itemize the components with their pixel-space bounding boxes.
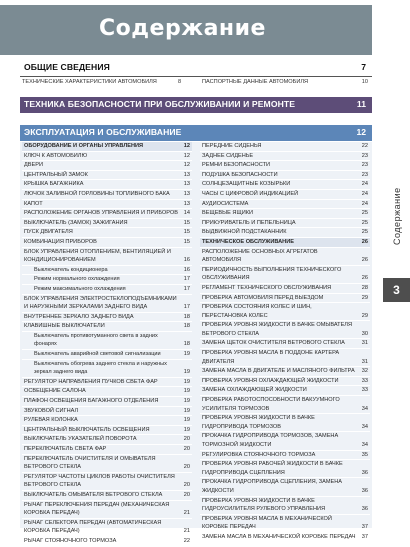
toc-entry[interactable] [200, 152, 370, 162]
toc-entry-label: Выключатель обогрева заднего стекла и наружных зеркал заднего вида [34, 360, 167, 376]
toc-entry-page: 35 [361, 451, 368, 458]
toc-entry[interactable] [200, 460, 370, 478]
toc-entry-page: 36 [361, 487, 368, 494]
toc-entry[interactable] [22, 190, 192, 200]
toc-entry-page: 23 [361, 152, 368, 159]
toc-entry-label: РЕГУЛИРОВКА СТОЯНОЧНОГО ТОРМОЗА [202, 451, 316, 458]
toc-entry-label: РАСПОЛОЖЕНИЕ ОРГАНОВ УПРАВЛЕНИЯ И ПРИБОРОВ [24, 210, 178, 217]
toc-entry[interactable] [22, 285, 192, 295]
toc-entry-label: Режим максимального охлаждения [34, 285, 126, 292]
toc-entry-page: 16 [183, 266, 190, 273]
toc-entry-label: ЛЮЧОК ЗАЛИВНОЙ ГОРЛОВИНЫ ТОПЛИВНОГО БАКА [24, 190, 170, 197]
toc-left-column [22, 142, 192, 547]
toc-entry-page: 26 [361, 275, 368, 282]
section-safety[interactable] [20, 97, 372, 113]
toc-entry-page: 22 [361, 143, 368, 149]
toc-entry-label: ОСВЕЩЕНИЕ САЛОНА [24, 388, 86, 395]
toc-entry-page: 18 [183, 313, 190, 320]
toc-entry-page: 20 [183, 464, 190, 471]
toc-entry[interactable] [200, 377, 370, 387]
toc-entry-label: ПРОВЕРКА УРОВНЯ ЖИДКОСТИ В БАЧКЕ ГИДРОУСИЛИТЕЛЯ РУЛЕВОГО УПРАВЛЕНИЯ [202, 497, 326, 513]
toc-entry-label: ПУСК ДВИГАТЕЛЯ [24, 229, 73, 236]
side-tab-label: Содержание [392, 187, 402, 245]
toc-entry[interactable] [200, 497, 370, 515]
toc-entry-label: ЗВУКОВОЙ СИГНАЛ [24, 407, 79, 414]
toc-entry-page: 25 [361, 229, 368, 236]
toc-entry-label: ПЛАФОН ОСВЕЩЕНИЯ БАГАЖНОГО ОТДЕЛЕНИЯ [24, 398, 159, 405]
toc-entry-page: 20 [183, 446, 190, 452]
section-general[interactable] [20, 60, 372, 77]
toc-entry-page: 33 [361, 387, 368, 394]
toc-entry[interactable] [200, 414, 370, 432]
toc-entry-page: 26 [361, 257, 368, 264]
toc-entry-label: Выключатель кондиционера [34, 266, 108, 273]
toc-entry-label: РЕГУЛЯТОР ЧАСТОТЫ ЦИКЛОВ РАБОТЫ ОЧИСТИТЕЛЯ ВЕТРОВОГО СТЕКЛА [24, 473, 175, 489]
section-general-label: ОБЩИЕ СВЕДЕНИЯ [24, 62, 110, 72]
toc-entry-page: 29 [361, 312, 368, 319]
toc-entry-label: ПРОВЕРКА РАБОТОСПОСОБНОСТИ ВАКУУМНОГО УСИЛИТЕЛЯ ТОРМОЗОВ [202, 397, 340, 412]
toc-entry[interactable] [200, 142, 370, 152]
toc-entry-page: 24 [361, 200, 368, 207]
toc-entry-label: ВЫКЛЮЧАТЕЛЬ ОМЫВАТЕЛЯ ВЕТРОВОГО СТЕКЛА [24, 491, 163, 498]
toc-entry-page: 26 [361, 238, 368, 245]
toc-entry-label: КЛЮЧ К АВТОМОБИЛЮ [24, 152, 88, 159]
toc-entry-page: 25 [361, 219, 368, 226]
toc-entry-label: ЦЕНТРАЛЬНЫЙ ЗАМОК [24, 171, 88, 178]
toc-entry[interactable] [22, 445, 192, 455]
toc-entry-page: 23 [361, 162, 368, 169]
page-title: Содержание [99, 16, 266, 41]
toc-entry-page: 23 [361, 171, 368, 178]
toc-entry-label: ВЫКЛЮЧАТЕЛЬ (ЗАМОК) ЗАЖИГАНИЯ [24, 219, 128, 226]
toc-entry-page: 12 [183, 152, 190, 159]
toc-entry[interactable] [200, 339, 370, 349]
toc-entry[interactable] [22, 209, 192, 219]
toc-entry-label: ЗАМЕНА ОХЛАЖДАЮЩЕЙ ЖИДКОСТИ [202, 387, 307, 394]
toc-entry-label: ТЕХНИЧЕСКОЕ ОБСЛУЖИВАНИЕ [202, 238, 294, 245]
toc-entry-label: Выключатель аварийной световой сигнализации [34, 351, 161, 358]
general-item-page: 10 [361, 79, 368, 85]
side-strip [383, 0, 410, 528]
section-exploitation-page: 12 [356, 127, 366, 137]
toc-entry[interactable] [200, 294, 370, 304]
toc-entry-page: 17 [183, 304, 190, 311]
toc-entry-page: 21 [183, 510, 190, 517]
toc-entry-page: 19 [183, 378, 190, 385]
toc-entry[interactable] [200, 200, 370, 210]
toc-entry[interactable] [200, 228, 370, 238]
toc-entry-label: ПЕРЕДНИЕ СИДЕНЬЯ [202, 143, 262, 149]
toc-entry-label: РУЛЕВАЯ КОЛОНКА [24, 417, 78, 424]
toc-entry-page: 21 [183, 528, 190, 535]
toc-entry-label: РЫЧАГ СЕЛЕКТОРА ПЕРЕДАЧ (АВТОМАТИЧЕСКАЯ КОРОБКА ПЕРЕДАЧ) [24, 519, 162, 535]
toc-entry[interactable] [200, 349, 370, 367]
toc-entry[interactable] [22, 397, 192, 407]
toc-entry[interactable] [200, 533, 370, 543]
toc-entry-label: ПРОВЕРКА СОСТОЯНИЯ КОЛЕС И ШИН, ПЕРЕСТАНОВКА КОЛЕС [202, 304, 312, 319]
toc-entry[interactable] [200, 248, 370, 266]
toc-entry-page: 20 [183, 436, 190, 443]
toc-entry[interactable] [200, 386, 370, 396]
toc-entry[interactable] [22, 228, 192, 238]
toc-entry[interactable] [200, 515, 370, 533]
toc-entry[interactable] [200, 367, 370, 377]
toc-entry-label: ПРОВЕРКА УРОВНЯ ОХЛАЖДАЮЩЕЙ ЖИДКОСТИ [202, 377, 339, 384]
toc-entry[interactable] [22, 378, 192, 388]
toc-entry[interactable] [200, 190, 370, 200]
toc-entry[interactable] [22, 360, 192, 378]
toc-entry-page: 29 [361, 294, 368, 301]
toc-entry[interactable] [200, 266, 370, 284]
general-item-label[interactable]: ТЕХНИЧЕСКИЕ ХАРАКТЕРИСТИКИ АВТОМОБИЛЯ [22, 79, 157, 85]
toc-entry-label: ПРОВЕРКА УРОВНЯ МАСЛА В ПОДДОНЕ КАРТЕРА ДВИГАТЕЛЯ [202, 350, 340, 365]
toc-entry[interactable] [200, 161, 370, 171]
toc-entry[interactable] [22, 332, 192, 350]
section-general-page: 7 [361, 62, 366, 72]
toc-entry-label: КРЫШКА БАГАЖНИКА [24, 181, 84, 188]
toc-entry[interactable] [22, 266, 192, 276]
toc-entry-label: ПРОВЕРКА УРОВНЯ ЖИДКОСТИ В БАЧКЕ ГИДРОПРИВОДА ТОРМОЗОВ [202, 415, 315, 430]
toc-entry[interactable] [22, 313, 192, 323]
toc-entry-page: 15 [183, 238, 190, 245]
toc-entry-label: АУДИОСИСТЕМА [202, 200, 249, 207]
section-safety-page: 11 [356, 99, 366, 109]
toc-entry-label: ПРОВЕРКА УРОВНЯ МАСЛА В МЕХАНИЧЕСКОЙ КОРОБКЕ ПЕРЕДАЧ [202, 515, 332, 531]
toc-entry[interactable] [200, 321, 370, 339]
toc-entry-label: ПРОВЕРКА УРОВНЯ РАБОЧЕЙ ЖИДКОСТИ В БАЧКЕ ГИДРОПРИВОДА СЦЕПЛЕНИЯ [202, 461, 343, 476]
toc-right-column [200, 142, 370, 543]
toc-entry-page: 12 [183, 162, 190, 169]
toc-entry[interactable] [200, 451, 370, 461]
toc-entry[interactable] [22, 238, 192, 248]
toc-entry-label: ВЫДВИЖНОЙ ПОДСТАКАННИК [202, 229, 287, 236]
toc-entry[interactable] [200, 478, 370, 496]
toc-entry[interactable] [200, 209, 370, 219]
toc-entry-label: КАПОТ [24, 200, 43, 207]
toc-entry-label: РЕГУЛЯТОР НАПРАВЛЕНИЯ ПУЧКОВ СВЕТА ФАР [24, 378, 158, 385]
toc-entry-page: 20 [183, 491, 190, 498]
toc-entry-page: 19 [183, 351, 190, 358]
toc-entry-label: ПЕРЕКЛЮЧАТЕЛЬ ОЧИСТИТЕЛЯ И ОМЫВАТЕЛЯ ВЕТРОВОГО СТЕКЛА [24, 455, 156, 471]
toc-entry[interactable] [22, 350, 192, 360]
toc-entry-page: 25 [361, 210, 368, 217]
toc-entry-label: Режим нормального охлаждения [34, 276, 120, 283]
toc-entry-label: РАСПОЛОЖЕНИЕ ОСНОВНЫХ АГРЕГАТОВ АВТОМОБИЛЯ [202, 248, 318, 264]
toc-entry-page: 19 [183, 407, 190, 414]
toc-entry-page: 15 [183, 219, 190, 226]
toc-entry-page: 19 [183, 388, 190, 395]
toc-entry-page: 37 [361, 533, 368, 540]
toc-entry[interactable] [22, 322, 192, 332]
toc-entry-page: 32 [361, 368, 368, 375]
toc-entry-label: ПОДУШКА БЕЗОПАСНОСТИ [202, 171, 278, 178]
toc-section-heading[interactable] [200, 238, 370, 248]
toc-entry-label: БЛОК УПРАВЛЕНИЯ ЭЛЕКТРОСТЕКЛОПОДЪЕМНИКАМИ И НАРУЖНЫМИ ЗЕРКАЛАМИ ЗАДНЕГО ВИДА [24, 295, 177, 311]
toc-entry-label: ПРИКУРИВАТЕЛЬ И ПЕПЕЛЬНИЦА [202, 219, 296, 226]
toc-entry-label: ПРОКАЧКА ГИДРОПРИВОДА СЦЕПЛЕНИЯ, ЗАМЕНА ЖИДКОСТИ [202, 479, 343, 494]
side-tab-number: 3 [383, 278, 410, 302]
toc-entry-page: 14 [183, 210, 190, 217]
toc-entry[interactable] [22, 416, 192, 426]
toc-entry[interactable] [22, 171, 192, 181]
toc-entry-page: 12 [183, 143, 190, 149]
toc-entry-page: 20 [183, 482, 190, 489]
toc-entry-label: ЗАМЕНА МАСЛА В МЕХАНИЧЕСКОЙ КОРОБКЕ ПЕРЕДАЧ [202, 533, 356, 540]
toc-entry-page: 31 [361, 340, 368, 347]
toc-entry-label: ЗАДНЕЕ СИДЕНЬЕ [202, 152, 254, 159]
section-exploitation-label: ЭКСПЛУАТАЦИЯ И ОБСЛУЖИВАНИЕ [24, 127, 182, 137]
toc-entry-label: ЗАМЕНА ЩЕТОК ОЧИСТИТЕЛЯ ВЕТРОВОГО СТЕКЛА [202, 340, 345, 347]
toc-entry-label: ОБОРУДОВАНИЕ И ОРГАНЫ УПРАВЛЕНИЯ [24, 143, 144, 149]
toc-entry-page: 13 [183, 181, 190, 188]
toc-entry-label: ДВЕРИ [24, 162, 44, 169]
toc-entry-page: 17 [183, 285, 190, 292]
toc-entry-page: 36 [361, 469, 368, 476]
toc-entry-page: 34 [361, 442, 368, 448]
toc-entry-label: ПЕРИОДИЧНОСТЬ ВЫПОЛНЕНИЯ ТЕХНИЧЕСКОГО ОБСЛУЖИВАНИЯ [202, 266, 342, 282]
toc-entry-page: 24 [361, 190, 368, 197]
toc-entry[interactable] [22, 295, 192, 313]
toc-entry-page: 13 [183, 200, 190, 207]
toc-entry-label: ЗАМЕНА МАСЛА В ДВИГАТЕЛЕ И МАСЛЯНОГО ФИЛЬТРА [202, 368, 355, 375]
toc-entry-page: 24 [361, 181, 368, 188]
toc-entry[interactable] [22, 387, 192, 397]
toc-entry-label: ЧАСЫ С ЦИФРОВОЙ ИНДИКАЦИЕЙ [202, 190, 299, 197]
general-item-label[interactable]: ПАСПОРТНЫЕ ДАННЫЕ АВТОМОБИЛЯ [202, 79, 309, 85]
toc-section-heading[interactable] [22, 142, 192, 152]
toc-entry-page: 17 [183, 276, 190, 283]
toc-entry[interactable] [22, 248, 192, 266]
toc-entry[interactable] [22, 455, 192, 473]
toc-entry-label: ВНУТРЕННЕЕ ЗЕРКАЛО ЗАДНЕГО ВИДА [24, 313, 134, 320]
toc-entry[interactable] [200, 303, 370, 321]
toc-entry[interactable] [200, 171, 370, 181]
toc-entry[interactable] [22, 200, 192, 210]
toc-entry[interactable] [22, 180, 192, 190]
toc-entry-page: 19 [183, 398, 190, 405]
toc-entry[interactable] [22, 435, 192, 445]
toc-entry-label: РЕМНИ БЕЗОПАСНОСТИ [202, 162, 271, 169]
toc-entry[interactable] [22, 219, 192, 229]
toc-entry-page: 33 [361, 377, 368, 384]
toc-entry[interactable] [200, 284, 370, 294]
toc-entry-page: 19 [183, 369, 190, 376]
toc-entry[interactable] [22, 275, 192, 285]
toc-entry-page: 36 [361, 506, 368, 513]
toc-entry[interactable] [200, 432, 370, 450]
toc-entry-label: КЛАВИШНЫЕ ВЫКЛЮЧАТЕЛИ [24, 323, 105, 330]
toc-entry-label: ПРОКАЧКА ГИДРОПРИВОДА ТОРМОЗОВ, ЗАМЕНА ТОРМОЗНОЙ ЖИДКОСТИ [202, 433, 339, 448]
toc-entry[interactable] [22, 426, 192, 436]
toc-entry-page: 13 [183, 171, 190, 178]
toc-entry-page: 19 [183, 417, 190, 424]
toc-entry-label: СОЛНЦЕЗАЩИТНЫЕ КОЗЫРЬКИ [202, 181, 291, 188]
toc-entry[interactable] [22, 152, 192, 162]
toc-entry-page: 18 [183, 341, 190, 348]
toc-entry-page: 18 [183, 323, 190, 330]
toc-entry-page: 19 [183, 426, 190, 433]
toc-entry[interactable] [22, 473, 192, 491]
general-item-page: 8 [178, 79, 182, 85]
toc-entry[interactable] [22, 161, 192, 171]
toc-entry-page: 34 [361, 405, 368, 412]
toc-entry-page: 28 [361, 284, 368, 291]
toc-entry-label: ПРОВЕРКА АВТОМОБИЛЯ ПЕРЕД ВЫЕЗДОМ [202, 294, 324, 301]
toc-entry-label: ВЕЩЕВЫЕ ЯЩИКИ [202, 210, 253, 217]
section-safety-label: ТЕХНИКА БЕЗОПАСНОСТИ ПРИ ОБСЛУЖИВАНИИ И РЕМОНТЕ [24, 99, 296, 109]
toc-entry[interactable] [22, 407, 192, 417]
toc-entry-page: 22 [183, 537, 190, 544]
toc-entry-page: 16 [183, 257, 190, 264]
section-exploitation[interactable] [20, 125, 372, 141]
toc-entry[interactable] [22, 501, 192, 519]
toc-entry[interactable] [200, 180, 370, 190]
toc-entry-label: РЕГЛАМЕНТ ТЕХНИЧЕСКОГО ОБСЛУЖИВАНИЯ [202, 284, 332, 291]
toc-entry-page: 37 [361, 524, 368, 531]
toc-entry-label: БЛОК УПРАВЛЕНИЯ ОТОПЛЕНИЕМ, ВЕНТИЛЯЦИЕЙ И КОНДИЦИОНИРОВАНИЕМ [24, 248, 171, 264]
toc-entry-page: 34 [361, 423, 368, 430]
toc-entry[interactable] [200, 219, 370, 229]
toc-entry-label: КОМБИНАЦИЯ ПРИБОРОВ [24, 238, 97, 245]
toc-entry-page: 30 [361, 330, 368, 337]
toc-entry-label: ПРОВЕРКА УРОВНЯ ЖИДКОСТИ В БАЧКЕ ОМЫВАТЕЛЯ ВЕТРОВОГО СТЕКЛА [202, 322, 353, 337]
toc-entry[interactable] [22, 491, 192, 501]
toc-body [20, 142, 372, 544]
toc-entry-label: ПЕРЕКЛЮЧАТЕЛЬ СВЕТА ФАР [24, 446, 107, 452]
toc-entry-label: ЦЕНТРАЛЬНЫЙ ВЫКЛЮЧАТЕЛЬ ОСВЕЩЕНИЯ [24, 426, 150, 433]
toc-entry-label: РЫЧАГ СТОЯНОЧНОГО ТОРМОЗА [24, 537, 117, 544]
toc-entry-page: 13 [183, 190, 190, 197]
toc-entry-page: 31 [361, 358, 368, 365]
toc-entry-label: Выключатель противотуманного света в задних фонарях [34, 332, 158, 348]
toc-entry-page: 15 [183, 229, 190, 236]
toc-entry[interactable] [22, 537, 192, 547]
toc-entry[interactable] [200, 396, 370, 414]
toc-entry-label: ВЫКЛЮЧАТЕЛЬ УКАЗАТЕЛЕЙ ПОВОРОТА [24, 436, 137, 443]
general-items [20, 78, 372, 88]
title-banner [0, 5, 372, 55]
toc-entry-label: РЫЧАГ ПЕРЕКЛЮЧЕНИЯ ПЕРЕДАЧ (МЕХАНИЧЕСКАЯ КОРОБКА ПЕРЕДАЧ) [24, 501, 170, 517]
